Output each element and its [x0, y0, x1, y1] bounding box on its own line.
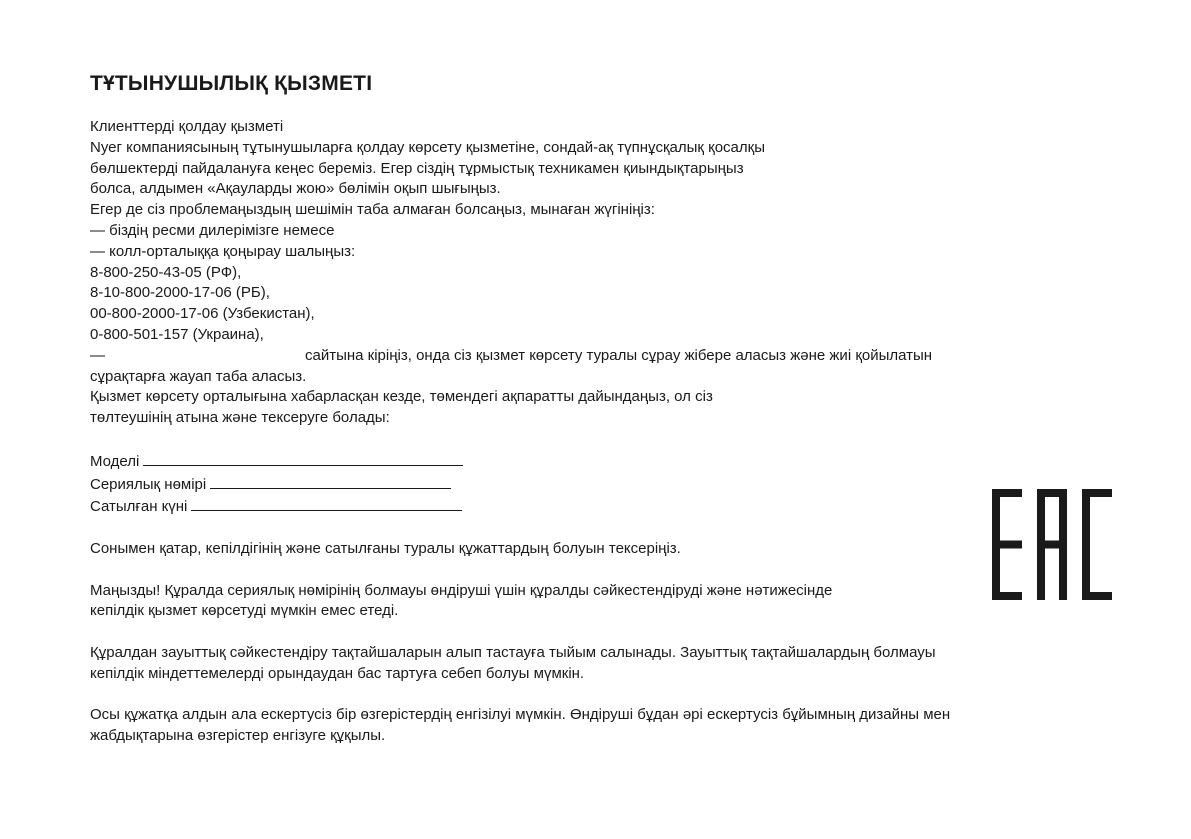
paragraph-line: жабдықтарына өзгерістер енгізуге құқылы. [90, 727, 386, 745]
intro-line: бөлшектерді пайдалануға кеңес береміз. Егер сіздің тұрмыстық техникамен қиындықтарыңыз [90, 159, 744, 177]
paragraph-line: Маңызды! Құралда сериялық нөмірінің болмауы өндіруші үшін құралды сәйкестендіруді және нәтижесінде [90, 581, 833, 599]
intro-line: — колл-орталыққа қоңырау шалыңыз: [90, 242, 356, 260]
site-line [90, 346, 1100, 367]
intro-line: Қызмет көрсету орталығына хабарласқан кезде, төмендегі ақпаратты дайындаңыз, ол сіз [90, 388, 713, 406]
paragraph-line: кепілдік міндеттемелерді орындаудан бас тартуға себеп болуы мүмкін. [90, 664, 585, 682]
intro-line: — біздің ресми дилерімізге немесе [90, 221, 335, 239]
serial-input-line[interactable] [210, 473, 451, 489]
paragraph-changes [90, 705, 1100, 747]
paragraph-line: Сонымен қатар, кепілдігінің және сатылғаны туралы құжаттардың болуын тексеріңіз. [90, 539, 681, 557]
serial-field [90, 473, 1100, 496]
sale-date-input-line[interactable] [191, 495, 462, 511]
sale-date-field [90, 495, 1100, 518]
paragraph-check-docs [90, 539, 1100, 560]
document-body [90, 117, 1100, 747]
phone-ua: 0-800-501-157 (Украина), [90, 325, 264, 343]
model-label: Моделі [90, 452, 140, 470]
intro-line: төлтеушінің атына және тексеруге болады: [90, 409, 390, 427]
intro-line: Егер де сіз проблемаңыздың шешімін таба алмаған болсаңыз, мынаған жүгініңіз: [90, 201, 655, 219]
info-fields [90, 450, 1100, 518]
intro-section [90, 117, 1100, 429]
site-text: сайтына кіріңіз, онда сіз қызмет көрсету туралы сұрау жібере аласыз және жиі қойылатын [305, 346, 933, 364]
model-input-line[interactable] [143, 450, 463, 466]
model-field [90, 450, 1100, 473]
paragraph-plates [90, 643, 1100, 685]
site-dash: — [90, 346, 105, 364]
paragraph-line: кепілдік қызмет көрсетуді мүмкін емес етеді. [90, 602, 399, 620]
sale-date-label: Сатылған күні [90, 498, 188, 516]
intro-line: сұрақтарға жауап таба аласыз. [90, 367, 307, 385]
paragraph-important [90, 581, 1100, 623]
paragraph-line: Құралдан зауыттық сәйкестендіру тақтайшаларын алып тастауға тыйым салынады. Зауыттық тақтайшалардың болмауы [90, 643, 936, 661]
eac-conformity-mark [992, 489, 1112, 600]
paragraph-line: Осы құжатқа алдын ала ескертусіз бір өзгерістердің енгізілуі мүмкін. Өндіруші бұдан әрі ескертусіз бұйымның дизайны мен [90, 706, 951, 724]
phone-uz: 00-800-2000-17-06 (Узбекистан), [90, 305, 315, 323]
serial-label: Сериялық нөмірі [90, 475, 207, 493]
intro-line: Клиенттерді қолдау қызметі [90, 118, 284, 135]
document-page [90, 72, 1100, 747]
phone-ru: 8-800-250-43-05 (РФ), [90, 263, 242, 281]
phone-by: 8-10-800-2000-17-06 (РБ), [90, 284, 270, 302]
intro-line: Nуег компаниясының тұтынушыларға қолдау көрсету қызметіне, сондай-ақ түпнұсқалық қосалқы [90, 138, 765, 156]
intro-line: болса, алдымен «Ақауларды жою» бөлімін оқып шығыңыз. [90, 180, 501, 198]
page-title: ТҰТЫНУШЫЛЫҚ ҚЫЗМЕТІ [90, 72, 373, 95]
